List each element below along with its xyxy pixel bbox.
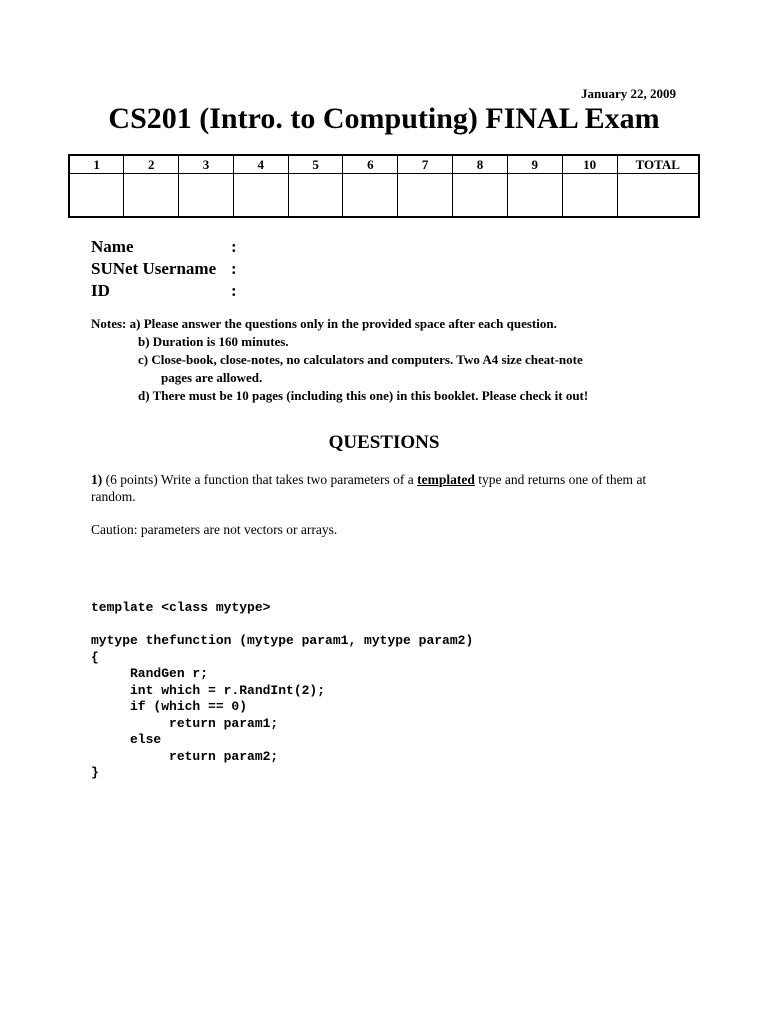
id-field (91, 280, 237, 302)
code-line: else (91, 732, 162, 747)
score-column-header: 5 (288, 155, 343, 174)
score-cell (124, 174, 179, 218)
score-column-header: 9 (507, 155, 562, 174)
score-column-header: 8 (453, 155, 508, 174)
score-column-header: 7 (398, 155, 453, 174)
exam-notes (91, 315, 691, 405)
score-cell (398, 174, 453, 218)
code-line: RandGen r; (91, 666, 209, 681)
question-1-prompt (91, 471, 691, 505)
field-separator: : (231, 281, 237, 300)
code-line: int which = r.RandInt(2); (91, 682, 326, 698)
code-line: { (91, 649, 99, 665)
field-separator: : (231, 259, 237, 278)
score-cell (562, 174, 617, 218)
code-line (91, 617, 473, 634)
question-text: type and returns one of them at random. (91, 472, 647, 504)
score-cell (343, 174, 398, 218)
note-line: pages are allowed. (161, 370, 263, 385)
name-field (91, 236, 237, 258)
question-keyword: templated (417, 472, 475, 487)
field-label: SUNet Username (91, 259, 217, 278)
code-line: } (91, 765, 99, 780)
question-text: (6 points) Write a function that takes two parameters of a (102, 472, 418, 487)
note-line: c) Close-book, close-notes, no calculators and computers. Two A4 size cheat-note (138, 352, 583, 367)
code-answer (91, 600, 473, 782)
score-cell (233, 174, 288, 218)
question-1-caution: Caution: parameters are not vectors or arrays. (91, 522, 338, 537)
code-line: return param1; (91, 715, 279, 731)
score-table (68, 154, 700, 218)
score-table-entry-row (69, 174, 699, 218)
note-line: Notes: a) Please answer the questions only in the provided space after each question. (91, 316, 557, 331)
score-cell (179, 174, 234, 218)
code-line: mytype thefunction (mytype param1, mytype param2) (91, 633, 474, 648)
score-column-header: 1 (69, 155, 124, 174)
exam-date: January 22, 2009 (581, 86, 676, 101)
note-line: d) There must be 10 pages (including this one) in this booklet. Please check it out! (138, 388, 589, 403)
note-line: b) Duration is 160 minutes. (138, 334, 289, 349)
sunet-username-field (91, 258, 237, 280)
code-line: template <class mytype> (91, 600, 271, 615)
score-column-header: 2 (124, 155, 179, 174)
score-cell (453, 174, 508, 218)
exam-title: CS201 (Intro. to Computing) FINAL Exam (108, 102, 660, 135)
code-line: return param2; (91, 748, 279, 764)
score-table-header-row (69, 155, 699, 174)
score-cell (507, 174, 562, 218)
question-number: 1) (91, 472, 103, 487)
score-cell (69, 174, 124, 218)
questions-heading: QUESTIONS (328, 432, 440, 453)
field-label: ID (91, 281, 110, 300)
score-column-header: 3 (179, 155, 234, 174)
field-separator: : (231, 237, 237, 256)
code-line: if (which == 0) (91, 699, 248, 714)
score-cell-total (617, 174, 699, 218)
student-info (91, 236, 237, 302)
score-column-header: 10 (562, 155, 617, 174)
score-cell (288, 174, 343, 218)
score-column-header: 4 (233, 155, 288, 174)
field-label: Name (91, 237, 134, 256)
score-column-header: 6 (343, 155, 398, 174)
score-column-header-total: TOTAL (617, 155, 699, 174)
